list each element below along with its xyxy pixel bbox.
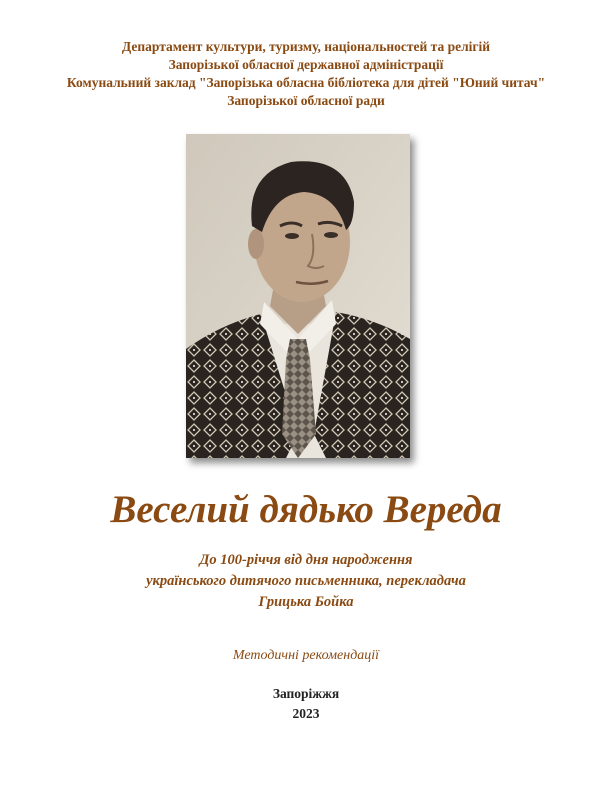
imprint — [0, 684, 612, 724]
imprint-city: Запоріжжя — [272, 686, 340, 701]
publisher-header — [0, 38, 612, 110]
portrait-image — [186, 134, 410, 458]
subtitle-line-description: українського дитячого письменника, перекладача — [146, 573, 466, 589]
publication-genre: Методичні рекомендації — [232, 648, 380, 663]
book-title: Веселий дядько Вереда — [110, 488, 502, 531]
header-line-institution: Комунальний заклад "Запорізька обласна бібліотека для дітей "Юний читач" — [66, 75, 546, 90]
imprint-year: 2023 — [292, 706, 320, 721]
header-line-administration: Запорізької обласної державної адміністрації — [168, 57, 444, 72]
header-line-council: Запорізької обласної ради — [227, 93, 385, 108]
book-subtitle — [0, 550, 612, 613]
header-line-department: Департамент культури, туризму, національностей та релігій — [121, 39, 491, 54]
subtitle-line-author-name: Грицька Бойка — [258, 594, 354, 610]
portrait-photo — [186, 134, 410, 458]
subtitle-line-anniversary: До 100-річчя від дня народження — [199, 552, 413, 568]
